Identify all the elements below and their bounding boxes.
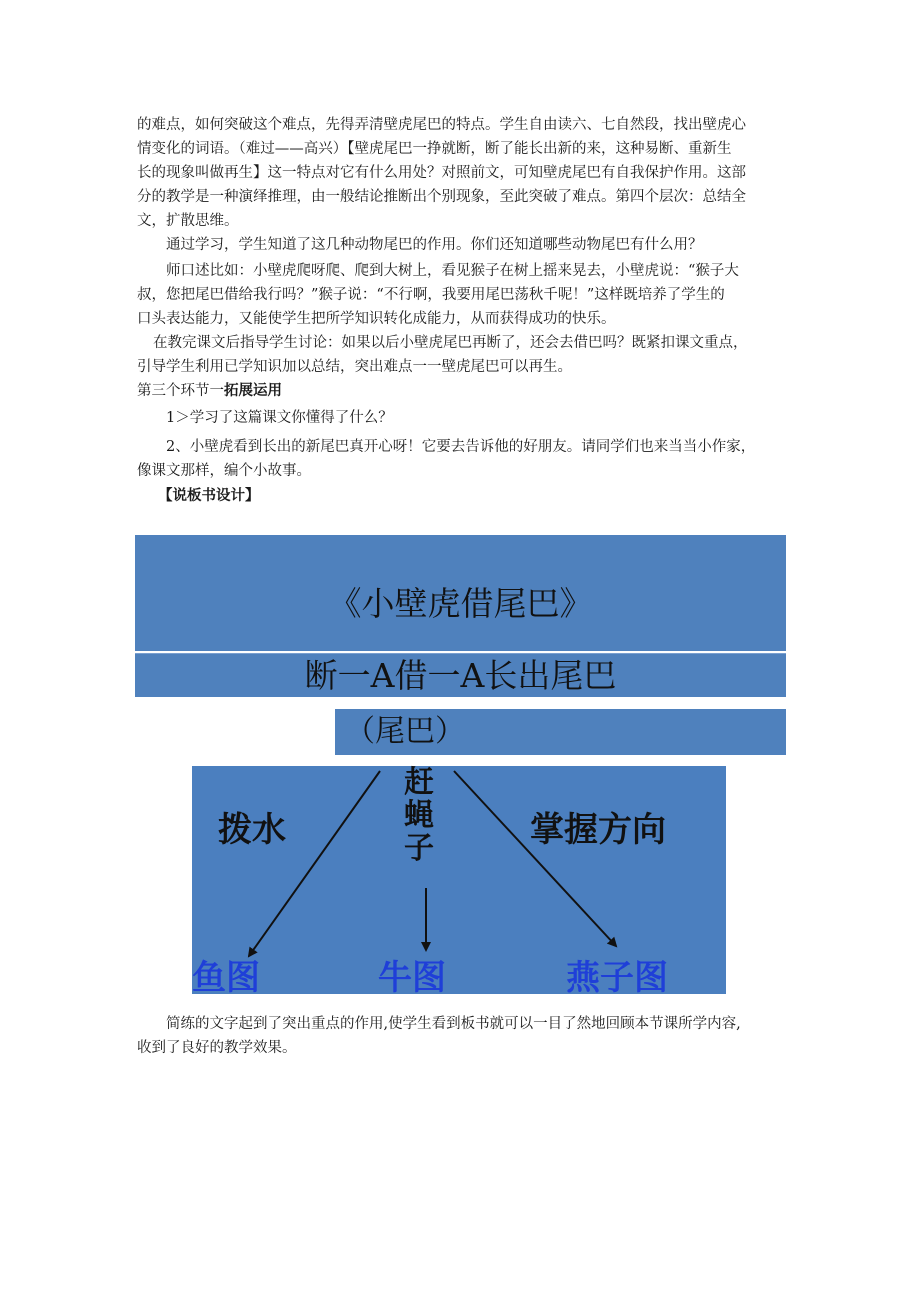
paragraph-line: 师口述比如：小壁虎爬呀爬、爬到大树上，看见猴子在树上摇来晃去，小壁虎说：“猴子大 — [166, 263, 739, 279]
question-item-2-line2: 像课文那样，编个小故事。 — [137, 463, 311, 479]
board-title: 《小壁虎借尾巴》 — [328, 584, 593, 623]
question-item-2-line1: 2、小壁虎看到长出的新尾巴真开心呀！它要去告诉他的好朋友。请同学们也来当当小作家， — [166, 439, 756, 455]
arrow-left — [249, 771, 380, 956]
paragraph-line: 的难点，如何突破这个难点，先得弄清壁虎尾巴的特点。学生自由读六、七自然段，找出壁虎心 — [137, 117, 746, 133]
board-design-heading: 【说板书设计】 — [158, 487, 260, 504]
target-swallow: 燕子图 — [566, 958, 668, 998]
paragraph-line: 引导学生利用已学知识加以总结，突出难点一一壁虎尾巴可以再生。 — [137, 359, 572, 375]
target-fish: 鱼图 — [192, 958, 260, 998]
board-tail-panel — [335, 709, 786, 755]
arrow-right — [454, 771, 616, 946]
section-prefix: 第三个环节一 — [137, 383, 224, 399]
use-label-swim: 拨水 — [218, 810, 286, 850]
paragraph-line: 叔，您把尾巴借给我行吗？”猴子说：“不行啊，我要用尾巴荡秋千呢！”这样既培养了学生的 — [137, 287, 725, 303]
paragraph-line: 口头表达能力，又能使学生把所学知识转化成能力，从而获得成功的快乐。 — [137, 311, 616, 327]
paragraph-line: 文，扩散思维。 — [137, 213, 239, 229]
paragraph-line: 长的现象叫做再生】这一特点对它有什么用处？对照前文，可知壁虎尾巴有自我保护作用。这部 — [137, 165, 746, 181]
question-item-1: 1＞学习了这篇课文你懂得了什么？ — [166, 410, 393, 426]
board-sequence: 断一A借一A长出尾巴 — [304, 656, 617, 695]
paragraph-line: 在教完课文后指导学生讨论：如果以后小壁虎尾巴再断了，还会去借巴吗？既紧扣课文重点， — [153, 335, 748, 351]
target-ox: 牛图 — [378, 958, 446, 998]
tail-uses-diagram — [192, 765, 726, 998]
paragraph-line: 情变化的词语。（难过——高兴）【壁虎尾巴一挣就断，断了能长出新的来，这种易断、重新生 — [137, 141, 732, 157]
board-title-panel — [135, 535, 786, 651]
section-title: 拓展运用 — [224, 382, 282, 399]
board-tail: （尾巴） — [345, 714, 465, 749]
summary-line1: 简练的文字起到了突出重点的作用,使学生看到板书就可以一目了然地回顾本节课所学内容, — [166, 1016, 741, 1032]
use-label-direction: 掌握方向 — [530, 810, 666, 850]
use-label-flies: 赶蝇子 — [404, 765, 434, 866]
paragraph-line: 通过学习，学生知道了这几种动物尾巴的作用。你们还知道哪些动物尾巴有什么用？ — [166, 237, 703, 253]
section-heading — [137, 379, 282, 403]
summary-line2: 收到了良好的教学效果。 — [137, 1040, 297, 1056]
paragraph-line: 分的教学是一种演绎推理，由一般结论推断出个别现象，至此突破了难点。第四个层次：总结全 — [137, 189, 746, 205]
board-sequence-panel — [135, 653, 786, 697]
